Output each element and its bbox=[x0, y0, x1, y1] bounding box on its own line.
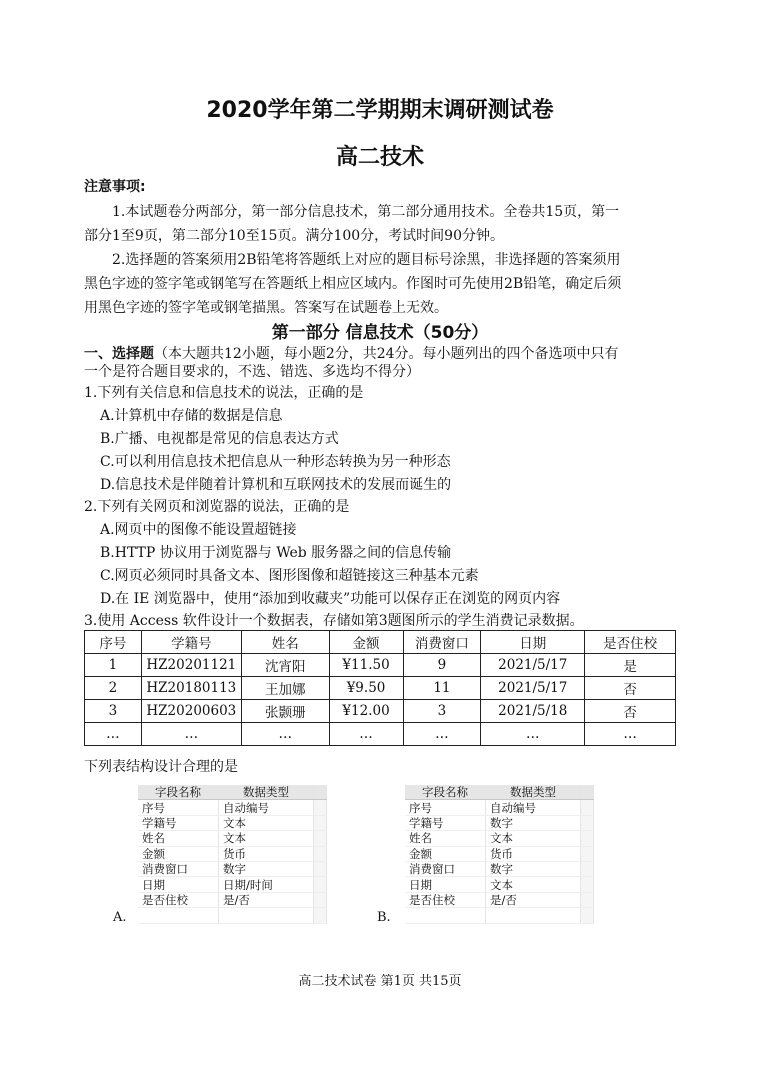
table-cell: 3 bbox=[85, 700, 142, 723]
section-intro-line: 一个是符合题目要求的，不选、错选、多选均不得分） bbox=[84, 364, 420, 380]
table-cell: 王加娜 bbox=[241, 677, 329, 700]
data-type: 是/否 bbox=[486, 892, 581, 907]
data-type: 自动编号 bbox=[219, 800, 314, 815]
column-header: 学籍号 bbox=[141, 631, 241, 654]
table-cell: … bbox=[141, 723, 241, 746]
table-cell: 否 bbox=[585, 677, 676, 700]
option-d: D.信息技术是伴随着计算机和互联网技术的发展而诞生的 bbox=[100, 477, 452, 493]
table-cell: 1 bbox=[85, 654, 142, 677]
data-type: 日期/时间 bbox=[219, 877, 314, 892]
data-type: 文本 bbox=[219, 831, 314, 846]
question-stem: 2.下列有关网页和浏览器的说法，正确的是 bbox=[84, 499, 350, 515]
question-stem: 3.使用 Access 软件设计一个数据表，存储如第3题图所示的学生消费记录数据。 bbox=[84, 613, 584, 629]
field-name: 是否住校 bbox=[138, 892, 219, 907]
table-cell: 沈宵阳 bbox=[241, 654, 329, 677]
field-name: 姓名 bbox=[405, 831, 486, 846]
option-a: A.网页中的图像不能设置超链接 bbox=[100, 522, 297, 538]
field-name: 日期 bbox=[405, 877, 486, 892]
table-row bbox=[85, 700, 676, 723]
field-row bbox=[138, 846, 327, 861]
table-cell: 2 bbox=[85, 677, 142, 700]
table-cell: … bbox=[585, 723, 676, 746]
option-b: B.HTTP 协议用于浏览器与 Web 服务器之间的信息传输 bbox=[100, 545, 452, 561]
option-b: B.广播、电视都是常见的信息表达方式 bbox=[100, 431, 339, 447]
option-c: C.可以利用信息技术把信息从一种形态转换为另一种形态 bbox=[100, 454, 451, 470]
student-record-table bbox=[84, 630, 676, 746]
table-cell: 2021/5/18 bbox=[481, 700, 585, 723]
field-name: 是否住校 bbox=[405, 892, 486, 907]
field-row bbox=[138, 800, 327, 815]
option-d: D.在 IE 浏览器中，使用“添加到收藏夹”功能可以保存正在浏览的网页内容 bbox=[100, 591, 561, 607]
question-followup: 下列表结构设计合理的是 bbox=[84, 759, 238, 775]
data-type: 数字 bbox=[219, 861, 314, 876]
data-type: 货币 bbox=[486, 846, 581, 861]
question-stem: 1.下列有关信息和信息技术的说法，正确的是 bbox=[84, 385, 364, 401]
field-row bbox=[405, 800, 594, 815]
table-cell: ¥9.50 bbox=[329, 677, 403, 700]
data-type: 数字 bbox=[486, 861, 581, 876]
section-heading: 一、选择题 bbox=[84, 346, 154, 362]
field-row bbox=[405, 831, 594, 846]
table-cell: 11 bbox=[403, 677, 481, 700]
field-row bbox=[405, 815, 594, 830]
field-row bbox=[138, 877, 327, 892]
column-header: 是否住校 bbox=[585, 631, 676, 654]
exam-subtitle: 高二技术 bbox=[335, 145, 424, 170]
field-row bbox=[138, 831, 327, 846]
field-row bbox=[405, 877, 594, 892]
column-header: 姓名 bbox=[241, 631, 329, 654]
field-row bbox=[405, 861, 594, 876]
field-name: 学籍号 bbox=[405, 815, 486, 830]
field-table-header bbox=[138, 785, 327, 800]
table-cell: HZ20200603 bbox=[141, 700, 241, 723]
data-type: 文本 bbox=[486, 831, 581, 846]
option-b-field-table bbox=[405, 785, 594, 924]
notice-line: 1.本试题卷分两部分，第一部分信息技术，第二部分通用技术。全卷共15页，第一 bbox=[112, 204, 620, 220]
field-row bbox=[405, 892, 594, 907]
data-type: 数字 bbox=[486, 815, 581, 830]
field-name: 姓名 bbox=[138, 831, 219, 846]
data-type: 货币 bbox=[219, 846, 314, 861]
data-type: 文本 bbox=[219, 815, 314, 830]
notice-line: 部分1至9页，第二部分10至15页。满分100分，考试时间90分钟。 bbox=[84, 228, 504, 244]
table-cell: HZ20201121 bbox=[141, 654, 241, 677]
table-cell: 3 bbox=[403, 700, 481, 723]
field-row bbox=[405, 846, 594, 861]
exam-title: 2020学年第二学期期末调研测试卷 bbox=[206, 98, 554, 123]
data-type: 文本 bbox=[486, 877, 581, 892]
data-type: 自动编号 bbox=[486, 800, 581, 815]
table-cell: … bbox=[241, 723, 329, 746]
field-row bbox=[138, 815, 327, 830]
column-header: 序号 bbox=[85, 631, 142, 654]
field-name: 消费窗口 bbox=[138, 861, 219, 876]
field-name: 学籍号 bbox=[138, 815, 219, 830]
option-a-label: A. bbox=[113, 910, 127, 925]
table-cell: … bbox=[329, 723, 403, 746]
table-cell: … bbox=[85, 723, 142, 746]
option-b-label: B. bbox=[377, 910, 391, 925]
table-cell: 2021/5/17 bbox=[481, 654, 585, 677]
table-cell: 张颢珊 bbox=[241, 700, 329, 723]
table-cell: … bbox=[481, 723, 585, 746]
part-title: 第一部分 信息技术（50分） bbox=[271, 323, 489, 343]
data-type-header: 数据类型 bbox=[219, 785, 314, 800]
table-cell: 9 bbox=[403, 654, 481, 677]
data-type: 是/否 bbox=[219, 892, 314, 907]
table-header-row bbox=[85, 631, 676, 654]
table-row bbox=[85, 654, 676, 677]
field-table-header bbox=[405, 785, 594, 800]
notice-line: 黑色字迹的签字笔或钢笔写在答题纸上相应区域内。作图时可先使用2B铅笔，确定后须 bbox=[84, 276, 622, 292]
field-name: 序号 bbox=[138, 800, 219, 815]
table-cell: ¥12.00 bbox=[329, 700, 403, 723]
table-cell: 是 bbox=[585, 654, 676, 677]
field-name: 日期 bbox=[138, 877, 219, 892]
option-c: C.网页必须同时具备文本、图形图像和超链接这三种基本元素 bbox=[100, 568, 479, 584]
field-name-header: 字段名称 bbox=[405, 785, 486, 800]
field-name: 金额 bbox=[138, 846, 219, 861]
table-row bbox=[85, 723, 676, 746]
column-header: 金额 bbox=[329, 631, 403, 654]
notice-heading: 注意事项: bbox=[84, 179, 146, 195]
column-header: 日期 bbox=[481, 631, 585, 654]
table-cell: 2021/5/17 bbox=[481, 677, 585, 700]
data-type-header: 数据类型 bbox=[486, 785, 581, 800]
table-cell: … bbox=[403, 723, 481, 746]
field-name-header: 字段名称 bbox=[138, 785, 219, 800]
table-cell: 否 bbox=[585, 700, 676, 723]
table-row bbox=[85, 677, 676, 700]
table-cell: ¥11.50 bbox=[329, 654, 403, 677]
option-a-field-table bbox=[138, 785, 327, 924]
column-header: 消费窗口 bbox=[403, 631, 481, 654]
field-row bbox=[138, 861, 327, 876]
page-footer: 高二技术试卷 第1页 共15页 bbox=[298, 974, 462, 989]
option-a: A.计算机中存储的数据是信息 bbox=[100, 408, 283, 424]
field-name: 序号 bbox=[405, 800, 486, 815]
field-name: 金额 bbox=[405, 846, 486, 861]
notice-line: 用黑色字迹的签字笔或钢笔描黑。答案写在试题卷上无效。 bbox=[84, 300, 448, 316]
notice-line: 2.选择题的答案须用2B铅笔将答题纸上对应的题目标号涂黑，非选择题的答案须用 bbox=[112, 252, 621, 268]
section-intro-text: （本大题共12小题，每小题2分，共24分。每小题列出的四个备选项中只有 bbox=[154, 346, 619, 362]
field-name: 消费窗口 bbox=[405, 861, 486, 876]
table-cell: HZ20180113 bbox=[141, 677, 241, 700]
field-row bbox=[138, 892, 327, 907]
